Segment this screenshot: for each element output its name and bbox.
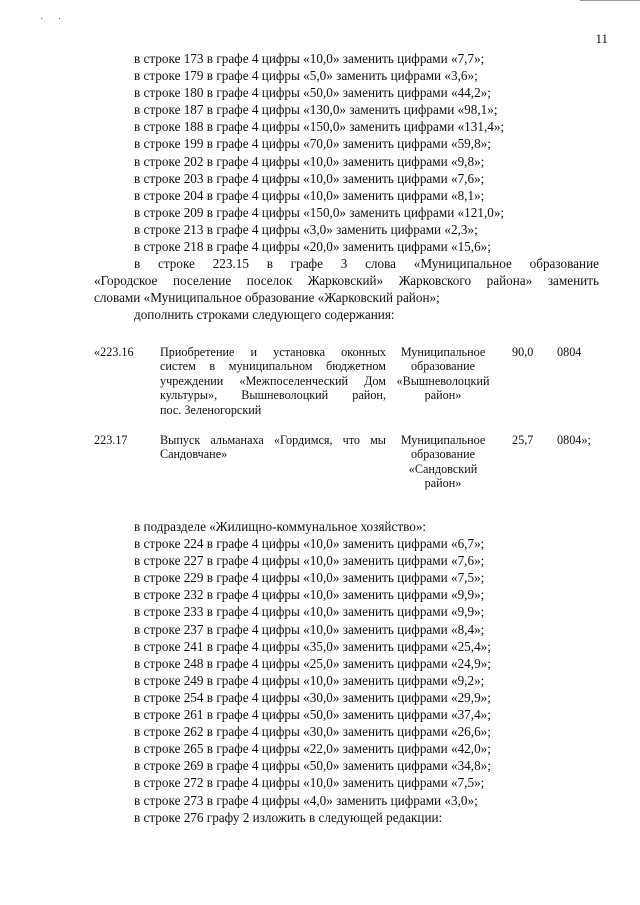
amendment-line: в строке 179 в графе 4 цифры «5,0» заменить цифрами «3,6»; xyxy=(134,68,478,84)
row-code: 0804 xyxy=(557,345,582,359)
amendment-line: в строке 203 в графе 4 цифры «10,0» заменить цифрами «7,6»; xyxy=(134,170,485,186)
row-sum: 25,7 xyxy=(512,433,534,447)
description-line: Сандовчане» xyxy=(160,447,228,462)
row-owner xyxy=(394,433,492,491)
amendment-line: в строке 237 в графе 4 цифры «10,0» заменить цифрами «8,4»; xyxy=(134,621,485,637)
row-code: 0804»; xyxy=(557,433,591,447)
amendment-line: в строке 262 в графе 4 цифры «30,0» заменить цифрами «26,6»; xyxy=(134,724,491,740)
row-sum: 90,0 xyxy=(512,345,534,359)
amendment-line: в строке 187 в графе 4 цифры «130,0» заменить цифрами «98,1»; xyxy=(134,102,498,118)
subsection-title: в подразделе «Жилищно-коммунальное хозяйство»: xyxy=(134,519,427,534)
scan-edge-line xyxy=(580,0,640,1)
amendment-line: в строке 248 в графе 4 цифры «25,0» заменить цифрами «24,9»; xyxy=(134,655,491,671)
paragraph-223-15-line: в строке 223.15 в графе 3 слова «Муниципальное образование xyxy=(134,256,599,272)
paragraph-223-15-line: «Городское поселение поселок Жарковский» Жарковского района» заменить xyxy=(94,273,599,289)
amendment-line: в строке 204 в графе 4 цифры «10,0» заменить цифрами «8,1»; xyxy=(134,187,485,203)
row-description xyxy=(160,433,386,462)
amendment-line: в строке 202 в графе 4 цифры «10,0» заменить цифрами «9,8»; xyxy=(134,153,485,169)
owner-line: «Вышневолоцкий xyxy=(396,373,490,388)
add-rows-intro: дополнить строками следующего содержания: xyxy=(134,307,395,323)
amendments-section-2 xyxy=(94,518,599,826)
owner-line: образование xyxy=(410,447,476,462)
amendment-line: в строке 272 в графе 4 цифры «10,0» заменить цифрами «7,5»; xyxy=(134,775,485,791)
owner-line: «Сандовский xyxy=(408,461,478,476)
amendment-line: в строке 265 в графе 4 цифры «22,0» заменить цифрами «42,0»; xyxy=(134,741,491,757)
amendment-line: в строке 209 в графе 4 цифры «150,0» заменить цифрами «121,0»; xyxy=(134,204,505,220)
owner-line: Муниципальное xyxy=(400,433,486,447)
row-description xyxy=(160,345,386,417)
row-owner xyxy=(394,345,492,403)
row-number: «223.16 xyxy=(94,345,134,359)
amendment-line: в строке 188 в графе 4 цифры «150,0» заменить цифрами «131,4»; xyxy=(134,119,505,135)
amendment-line: в строке 199 в графе 4 цифры «70,0» заменить цифрами «59,8»; xyxy=(134,136,491,152)
owner-line: Муниципальное xyxy=(400,345,486,359)
inserted-rows-table xyxy=(94,345,624,513)
owner-line: образование xyxy=(410,359,476,374)
amendment-line: в строке 213 в графе 4 цифры «3,0» заменить цифрами «2,3»; xyxy=(134,221,478,237)
description-line: пос. Зеленогорский xyxy=(160,402,262,417)
description-line: учреждении «Межпоселенческий Дом xyxy=(160,373,386,388)
amendment-line: в строке 261 в графе 4 цифры «50,0» заменить цифрами «37,4»; xyxy=(134,707,491,723)
paragraph-223-15-line: словами «Муниципальное образование «Жарковский район»; xyxy=(94,290,440,306)
table-row xyxy=(94,433,624,513)
amendment-line: в строке 269 в графе 4 цифры «50,0» заменить цифрами «34,8»; xyxy=(134,758,491,774)
amendment-line: в строке 173 в графе 4 цифры «10,0» заменить цифрами «7,7»; xyxy=(134,51,485,66)
table-row xyxy=(94,345,624,433)
amendment-line: в строке 273 в графе 4 цифры «4,0» заменить цифрами «3,0»; xyxy=(134,792,478,808)
row-number: 223.17 xyxy=(94,433,128,447)
amendment-line: в строке 232 в графе 4 цифры «10,0» заменить цифрами «9,9»; xyxy=(134,587,485,603)
amendment-line: в строке 276 графу 2 изложить в следующей редакции: xyxy=(134,809,443,825)
owner-line: район» xyxy=(424,388,462,403)
amendment-line: в строке 249 в графе 4 цифры «10,0» заменить цифрами «9,2»; xyxy=(134,672,485,688)
description-line: Выпуск альманаха «Гордимся, что мы xyxy=(160,433,386,447)
amendment-line: в строке 254 в графе 4 цифры «30,0» заменить цифрами «29,9»; xyxy=(134,689,491,705)
page-number: 11 xyxy=(595,31,608,46)
description-line: культуры», Вышневолоцкий район, xyxy=(160,388,386,403)
description-line: систем в муниципальном бюджетном xyxy=(160,359,386,374)
amendment-line: в строке 180 в графе 4 цифры «50,0» заменить цифрами «44,2»; xyxy=(134,85,491,101)
amendment-line: в строке 233 в графе 4 цифры «10,0» заменить цифрами «9,9»; xyxy=(134,604,485,620)
amendment-line: в строке 218 в графе 4 цифры «20,0» заменить цифрами «15,6»; xyxy=(134,239,491,255)
owner-line: район» xyxy=(424,476,462,491)
description-line: Приобретение и установка оконных xyxy=(160,345,386,359)
amendment-line: в строке 227 в графе 4 цифры «10,0» заменить цифрами «7,6»; xyxy=(134,553,485,569)
scan-dots: · · xyxy=(40,14,68,25)
amendment-line: в строке 224 в графе 4 цифры «10,0» заменить цифрами «6,7»; xyxy=(134,536,485,552)
amendments-section-1 xyxy=(94,50,599,324)
amendment-line: в строке 229 в графе 4 цифры «10,0» заменить цифрами «7,5»; xyxy=(134,570,485,586)
amendment-line: в строке 241 в графе 4 цифры «35,0» заменить цифрами «25,4»; xyxy=(134,638,491,654)
